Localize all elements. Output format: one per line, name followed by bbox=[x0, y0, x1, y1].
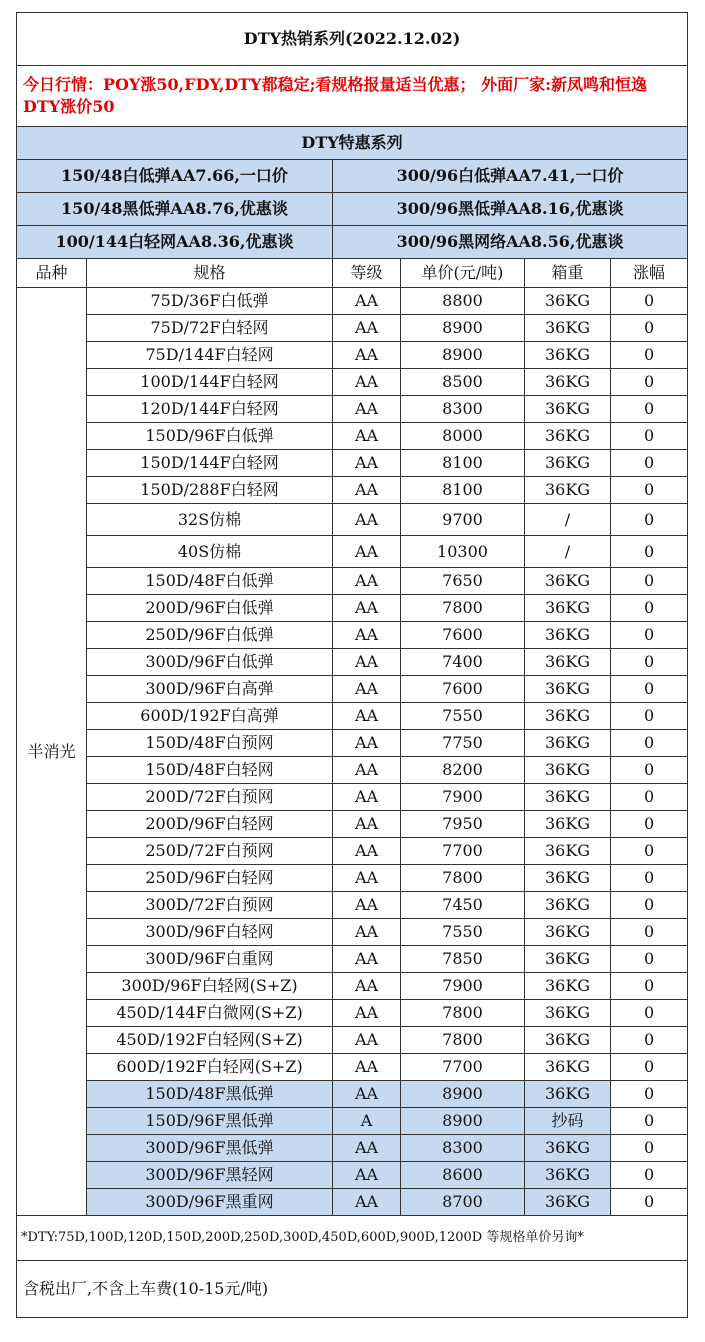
spec-cell: 300D/96F白高弹 bbox=[87, 676, 333, 703]
special-row bbox=[17, 193, 688, 226]
spec-cell: 300D/96F黑轻网 bbox=[87, 1162, 333, 1189]
column-header: 等级 bbox=[333, 259, 401, 288]
spec-cell: 300D/96F白轻网(S+Z) bbox=[87, 973, 333, 1000]
table-row bbox=[17, 1108, 688, 1135]
change-cell: 0 bbox=[611, 1054, 688, 1081]
change-cell: 0 bbox=[611, 369, 688, 396]
box-weight-cell: 36KG bbox=[525, 946, 611, 973]
price-cell: 8600 bbox=[401, 1162, 525, 1189]
market-row bbox=[17, 66, 688, 127]
footer-row bbox=[17, 1216, 688, 1261]
table-row bbox=[17, 288, 688, 315]
box-weight-cell: 36KG bbox=[525, 1189, 611, 1216]
spec-cell: 150D/48F白预网 bbox=[87, 730, 333, 757]
box-weight-cell: 36KG bbox=[525, 568, 611, 595]
change-cell: 0 bbox=[611, 784, 688, 811]
price-cell: 7850 bbox=[401, 946, 525, 973]
table-row bbox=[17, 838, 688, 865]
column-header-row bbox=[17, 259, 688, 288]
box-weight-cell: 36KG bbox=[525, 730, 611, 757]
column-header: 单价(元/吨) bbox=[401, 259, 525, 288]
price-cell: 7750 bbox=[401, 730, 525, 757]
title-row bbox=[17, 13, 688, 66]
table-row bbox=[17, 946, 688, 973]
grade-cell: AA bbox=[333, 477, 401, 504]
change-cell: 0 bbox=[611, 892, 688, 919]
price-cell: 8700 bbox=[401, 1189, 525, 1216]
special-series-header: DTY特惠系列 bbox=[17, 127, 688, 160]
spec-cell: 200D/96F白低弹 bbox=[87, 595, 333, 622]
grade-cell: AA bbox=[333, 865, 401, 892]
table-row bbox=[17, 892, 688, 919]
special-offer-cell: 150/48白低弹AA7.66,一口价 bbox=[17, 160, 333, 193]
price-sheet bbox=[16, 12, 688, 1318]
change-cell: 0 bbox=[611, 838, 688, 865]
special-offer-cell: 150/48黑低弹AA8.76,优惠谈 bbox=[17, 193, 333, 226]
grade-cell: AA bbox=[333, 757, 401, 784]
grade-cell: AA bbox=[333, 919, 401, 946]
change-cell: 0 bbox=[611, 1027, 688, 1054]
footer-note-tax: 含税出厂,不含上车费(10-15元/吨) bbox=[17, 1261, 688, 1318]
box-weight-cell: 36KG bbox=[525, 595, 611, 622]
grade-cell: AA bbox=[333, 622, 401, 649]
grade-cell: A bbox=[333, 1108, 401, 1135]
grade-cell: AA bbox=[333, 423, 401, 450]
change-cell: 0 bbox=[611, 1189, 688, 1216]
variety-cell: 半消光 bbox=[17, 288, 87, 1216]
table-row bbox=[17, 568, 688, 595]
grade-cell: AA bbox=[333, 1189, 401, 1216]
table-row bbox=[17, 784, 688, 811]
table-row bbox=[17, 730, 688, 757]
change-cell: 0 bbox=[611, 730, 688, 757]
table-row bbox=[17, 649, 688, 676]
price-cell: 7650 bbox=[401, 568, 525, 595]
change-cell: 0 bbox=[611, 423, 688, 450]
grade-cell: AA bbox=[333, 730, 401, 757]
change-cell: 0 bbox=[611, 1135, 688, 1162]
box-weight-cell: 36KG bbox=[525, 649, 611, 676]
box-weight-cell: 36KG bbox=[525, 1027, 611, 1054]
change-cell: 0 bbox=[611, 450, 688, 477]
change-cell: 0 bbox=[611, 595, 688, 622]
box-weight-cell: 36KG bbox=[525, 477, 611, 504]
price-cell: 8300 bbox=[401, 396, 525, 423]
table-row bbox=[17, 1189, 688, 1216]
price-cell: 8100 bbox=[401, 477, 525, 504]
change-cell: 0 bbox=[611, 1108, 688, 1135]
change-cell: 0 bbox=[611, 315, 688, 342]
table-row bbox=[17, 865, 688, 892]
grade-cell: AA bbox=[333, 504, 401, 536]
box-weight-cell: 36KG bbox=[525, 973, 611, 1000]
grade-cell: AA bbox=[333, 568, 401, 595]
box-weight-cell: 36KG bbox=[525, 423, 611, 450]
special-offer-cell: 100/144白轻网AA8.36,优惠谈 bbox=[17, 226, 333, 259]
table-row bbox=[17, 342, 688, 369]
change-cell: 0 bbox=[611, 568, 688, 595]
change-cell: 0 bbox=[611, 396, 688, 423]
price-cell: 7900 bbox=[401, 784, 525, 811]
price-cell: 8300 bbox=[401, 1135, 525, 1162]
change-cell: 0 bbox=[611, 536, 688, 568]
table-row bbox=[17, 676, 688, 703]
spec-cell: 40S仿棉 bbox=[87, 536, 333, 568]
special-row bbox=[17, 160, 688, 193]
grade-cell: AA bbox=[333, 676, 401, 703]
spec-cell: 200D/96F白轻网 bbox=[87, 811, 333, 838]
box-weight-cell: 36KG bbox=[525, 315, 611, 342]
spec-cell: 300D/96F黑重网 bbox=[87, 1189, 333, 1216]
column-header: 箱重 bbox=[525, 259, 611, 288]
footer-note-specs: *DTY:75D,100D,120D,150D,200D,250D,300D,450D,600D,900D,1200D 等规格单价另询* bbox=[17, 1216, 688, 1261]
box-weight-cell: 36KG bbox=[525, 811, 611, 838]
spec-cell: 300D/72F白预网 bbox=[87, 892, 333, 919]
change-cell: 0 bbox=[611, 703, 688, 730]
change-cell: 0 bbox=[611, 504, 688, 536]
table-row bbox=[17, 757, 688, 784]
table-row bbox=[17, 369, 688, 396]
box-weight-cell: 36KG bbox=[525, 838, 611, 865]
table-row bbox=[17, 450, 688, 477]
spec-cell: 300D/96F黑低弹 bbox=[87, 1135, 333, 1162]
price-cell: 7800 bbox=[401, 1000, 525, 1027]
column-header: 规格 bbox=[87, 259, 333, 288]
price-cell: 7700 bbox=[401, 838, 525, 865]
price-cell: 7800 bbox=[401, 595, 525, 622]
price-cell: 7800 bbox=[401, 865, 525, 892]
price-cell: 8100 bbox=[401, 450, 525, 477]
grade-cell: AA bbox=[333, 450, 401, 477]
spec-cell: 250D/72F白预网 bbox=[87, 838, 333, 865]
table-row bbox=[17, 396, 688, 423]
grade-cell: AA bbox=[333, 1054, 401, 1081]
price-cell: 7600 bbox=[401, 622, 525, 649]
table-row bbox=[17, 1081, 688, 1108]
grade-cell: AA bbox=[333, 342, 401, 369]
change-cell: 0 bbox=[611, 288, 688, 315]
special-offer-cell: 300/96黑低弹AA8.16,优惠谈 bbox=[333, 193, 688, 226]
grade-cell: AA bbox=[333, 1081, 401, 1108]
grade-cell: AA bbox=[333, 703, 401, 730]
special-header-row bbox=[17, 127, 688, 160]
special-row bbox=[17, 226, 688, 259]
table-row bbox=[17, 595, 688, 622]
box-weight-cell: 抄码 bbox=[525, 1108, 611, 1135]
price-cell: 7700 bbox=[401, 1054, 525, 1081]
box-weight-cell: 36KG bbox=[525, 757, 611, 784]
spec-cell: 300D/96F白轻网 bbox=[87, 919, 333, 946]
grade-cell: AA bbox=[333, 1135, 401, 1162]
change-cell: 0 bbox=[611, 757, 688, 784]
grade-cell: AA bbox=[333, 1162, 401, 1189]
grade-cell: AA bbox=[333, 946, 401, 973]
price-cell: 8900 bbox=[401, 1081, 525, 1108]
grade-cell: AA bbox=[333, 784, 401, 811]
change-cell: 0 bbox=[611, 919, 688, 946]
box-weight-cell: 36KG bbox=[525, 369, 611, 396]
box-weight-cell: 36KG bbox=[525, 676, 611, 703]
grade-cell: AA bbox=[333, 288, 401, 315]
special-offer-cell: 300/96白低弹AA7.41,一口价 bbox=[333, 160, 688, 193]
spec-cell: 150D/48F白低弹 bbox=[87, 568, 333, 595]
column-header: 品种 bbox=[17, 259, 87, 288]
price-cell: 7400 bbox=[401, 649, 525, 676]
grade-cell: AA bbox=[333, 396, 401, 423]
grade-cell: AA bbox=[333, 369, 401, 396]
box-weight-cell: / bbox=[525, 504, 611, 536]
spec-cell: 32S仿棉 bbox=[87, 504, 333, 536]
spec-cell: 150D/48F黑低弹 bbox=[87, 1081, 333, 1108]
spec-cell: 300D/96F白重网 bbox=[87, 946, 333, 973]
table-row bbox=[17, 973, 688, 1000]
table-row bbox=[17, 703, 688, 730]
change-cell: 0 bbox=[611, 622, 688, 649]
change-cell: 0 bbox=[611, 865, 688, 892]
price-cell: 7550 bbox=[401, 919, 525, 946]
spec-cell: 250D/96F白低弹 bbox=[87, 622, 333, 649]
box-weight-cell: 36KG bbox=[525, 1000, 611, 1027]
change-cell: 0 bbox=[611, 946, 688, 973]
grade-cell: AA bbox=[333, 811, 401, 838]
change-cell: 0 bbox=[611, 649, 688, 676]
table-row bbox=[17, 315, 688, 342]
grade-cell: AA bbox=[333, 1000, 401, 1027]
spec-cell: 600D/192F白轻网(S+Z) bbox=[87, 1054, 333, 1081]
change-cell: 0 bbox=[611, 1162, 688, 1189]
price-cell: 7550 bbox=[401, 703, 525, 730]
spec-cell: 150D/288F白轻网 bbox=[87, 477, 333, 504]
spec-cell: 75D/36F白低弹 bbox=[87, 288, 333, 315]
box-weight-cell: 36KG bbox=[525, 342, 611, 369]
change-cell: 0 bbox=[611, 342, 688, 369]
price-cell: 7900 bbox=[401, 973, 525, 1000]
table-row bbox=[17, 477, 688, 504]
price-cell: 9700 bbox=[401, 504, 525, 536]
table-row bbox=[17, 622, 688, 649]
grade-cell: AA bbox=[333, 595, 401, 622]
column-header: 涨幅 bbox=[611, 259, 688, 288]
price-cell: 8500 bbox=[401, 369, 525, 396]
price-cell: 10300 bbox=[401, 536, 525, 568]
market-note: 今日行情：POY涨50,FDY,DTY都稳定;看规格报量适当优惠； 外面厂家:新凤鸣和恒逸DTY涨价50 bbox=[17, 66, 688, 127]
grade-cell: AA bbox=[333, 892, 401, 919]
box-weight-cell: 36KG bbox=[525, 1054, 611, 1081]
price-cell: 8200 bbox=[401, 757, 525, 784]
box-weight-cell: 36KG bbox=[525, 703, 611, 730]
spec-cell: 150D/48F白轻网 bbox=[87, 757, 333, 784]
spec-cell: 150D/144F白轻网 bbox=[87, 450, 333, 477]
spec-cell: 120D/144F白轻网 bbox=[87, 396, 333, 423]
table-row bbox=[17, 504, 688, 536]
table-row bbox=[17, 1027, 688, 1054]
table-row bbox=[17, 1135, 688, 1162]
box-weight-cell: 36KG bbox=[525, 288, 611, 315]
grade-cell: AA bbox=[333, 1027, 401, 1054]
grade-cell: AA bbox=[333, 315, 401, 342]
box-weight-cell: 36KG bbox=[525, 622, 611, 649]
box-weight-cell: 36KG bbox=[525, 1135, 611, 1162]
price-cell: 7600 bbox=[401, 676, 525, 703]
box-weight-cell: 36KG bbox=[525, 919, 611, 946]
spec-cell: 100D/144F白轻网 bbox=[87, 369, 333, 396]
spec-cell: 450D/144F白微网(S+Z) bbox=[87, 1000, 333, 1027]
box-weight-cell: / bbox=[525, 536, 611, 568]
spec-cell: 450D/192F白轻网(S+Z) bbox=[87, 1027, 333, 1054]
table-row bbox=[17, 423, 688, 450]
change-cell: 0 bbox=[611, 973, 688, 1000]
spec-cell: 200D/72F白预网 bbox=[87, 784, 333, 811]
grade-cell: AA bbox=[333, 838, 401, 865]
price-cell: 8900 bbox=[401, 315, 525, 342]
price-cell: 8000 bbox=[401, 423, 525, 450]
box-weight-cell: 36KG bbox=[525, 892, 611, 919]
box-weight-cell: 36KG bbox=[525, 784, 611, 811]
spec-cell: 75D/144F白轻网 bbox=[87, 342, 333, 369]
box-weight-cell: 36KG bbox=[525, 1081, 611, 1108]
special-offer-cell: 300/96黑网络AA8.56,优惠谈 bbox=[333, 226, 688, 259]
price-cell: 7800 bbox=[401, 1027, 525, 1054]
price-cell: 8900 bbox=[401, 1108, 525, 1135]
spec-cell: 250D/96F白轻网 bbox=[87, 865, 333, 892]
box-weight-cell: 36KG bbox=[525, 865, 611, 892]
change-cell: 0 bbox=[611, 1000, 688, 1027]
spec-cell: 150D/96F白低弹 bbox=[87, 423, 333, 450]
table-row bbox=[17, 1054, 688, 1081]
spec-cell: 150D/96F黑低弹 bbox=[87, 1108, 333, 1135]
price-cell: 8800 bbox=[401, 288, 525, 315]
change-cell: 0 bbox=[611, 1081, 688, 1108]
change-cell: 0 bbox=[611, 676, 688, 703]
change-cell: 0 bbox=[611, 477, 688, 504]
table-row bbox=[17, 1000, 688, 1027]
spec-cell: 300D/96F白低弹 bbox=[87, 649, 333, 676]
sheet-title: DTY热销系列(2022.12.02) bbox=[17, 13, 688, 66]
box-weight-cell: 36KG bbox=[525, 1162, 611, 1189]
price-cell: 8900 bbox=[401, 342, 525, 369]
price-cell: 7450 bbox=[401, 892, 525, 919]
spec-cell: 600D/192F白高弹 bbox=[87, 703, 333, 730]
box-weight-cell: 36KG bbox=[525, 396, 611, 423]
grade-cell: AA bbox=[333, 973, 401, 1000]
footer-row bbox=[17, 1261, 688, 1318]
table-row bbox=[17, 811, 688, 838]
grade-cell: AA bbox=[333, 649, 401, 676]
box-weight-cell: 36KG bbox=[525, 450, 611, 477]
grade-cell: AA bbox=[333, 536, 401, 568]
spec-cell: 75D/72F白轻网 bbox=[87, 315, 333, 342]
price-cell: 7950 bbox=[401, 811, 525, 838]
change-cell: 0 bbox=[611, 811, 688, 838]
table-row bbox=[17, 919, 688, 946]
table-row bbox=[17, 536, 688, 568]
table-row bbox=[17, 1162, 688, 1189]
